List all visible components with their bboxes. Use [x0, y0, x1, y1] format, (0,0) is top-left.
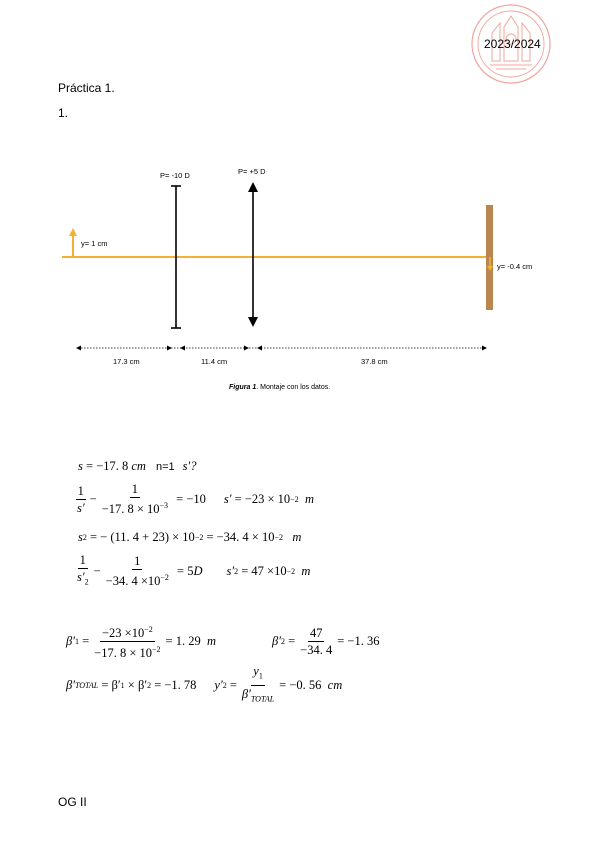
equation-3: s 2 = − (11. 4 + 23) × 10 −2 = −34. 4 × 10 −2 m	[78, 530, 302, 544]
equation-2: $\frac{1}{s'}$ − $\frac{1}{-17. 8 \times 10^{-3}}$ = −10 s′ = −23 × 10 −2 m	[77, 482, 314, 517]
distance-1: 17.3 cm	[113, 357, 140, 366]
image-label: y= -0.4 cm	[497, 262, 533, 271]
object-arrow-head	[69, 228, 77, 236]
equation-5: β′ 1 = $\frac{-23 \times 10^{-2}}{-17. 8 \times 10^{-2}}$ = 1. 29 m β′ 2 = $\frac{47}{-34. 4}$ = −1. 36	[66, 625, 380, 661]
figure-caption: Figura 1. Montaje con los datos.	[229, 384, 331, 391]
distance-2: 11.4 cm	[201, 357, 228, 366]
distance-3: 37.8 cm	[361, 357, 388, 366]
equation-4: $\frac{1}{s'_2}$ − $\frac{1}{-34. 4 \times 10^{-2}}$ = 5 D s′ 2 = 47 ×10 −2 m	[77, 553, 311, 589]
footer-label: OG II	[58, 795, 87, 809]
equation-6: β′ TOTAL = β′ 1 × β′ 2 = −1. 78 y′ 2 = $\frac{y_1}{\beta'_{TOTAL}}$ = −0. 56 cm	[66, 664, 343, 703]
item-number: 1.	[58, 106, 69, 120]
section-title: Práctica 1.	[58, 81, 115, 95]
object-label: y= 1 cm	[81, 239, 108, 248]
lens2-label: P= +5 D	[238, 167, 266, 176]
optical-setup-diagram	[0, 160, 599, 400]
equation-1: s = −17. 8 cm n=1 s′?	[78, 459, 197, 473]
lens1-label: P= -10 D	[160, 171, 190, 180]
academic-year: 2023/2024	[484, 37, 541, 51]
